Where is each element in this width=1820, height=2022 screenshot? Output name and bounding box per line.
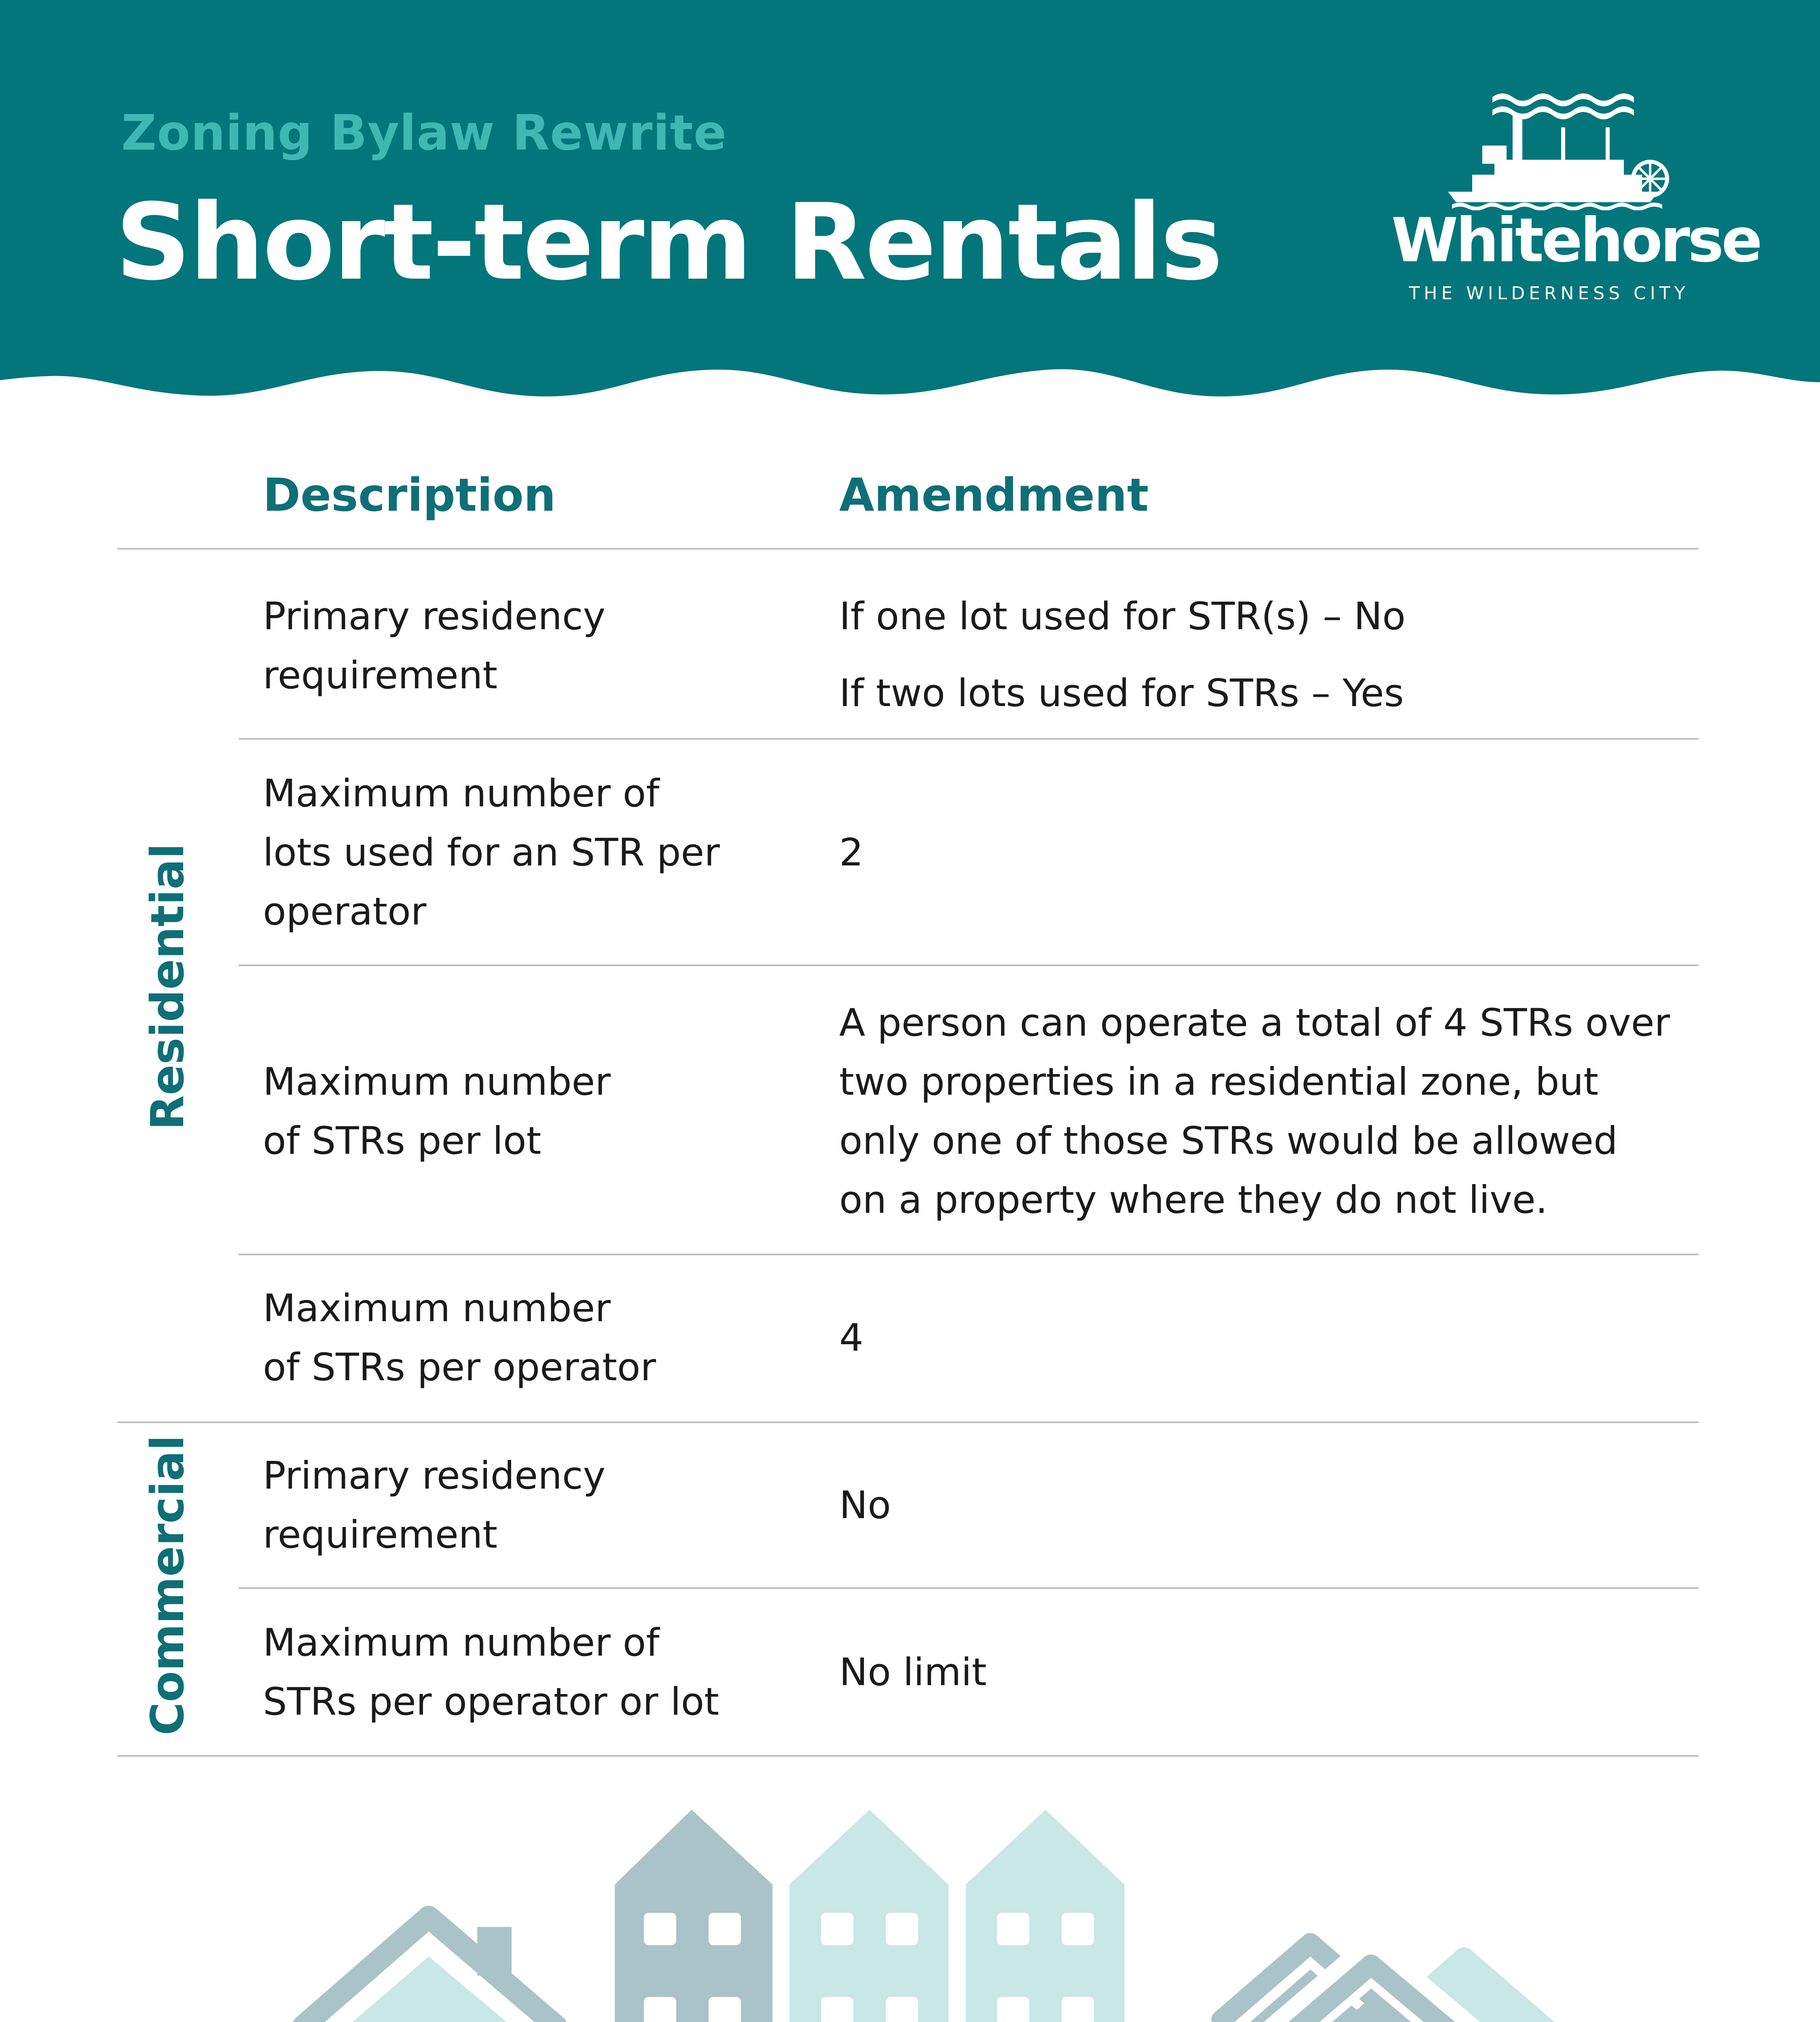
table-row-description: Primary residency requirement — [263, 1454, 606, 1557]
table-row-amendment: If one lot used for STR(s) – No If two lots used for STRs – Yes — [839, 594, 1406, 715]
table-rule-bottom — [117, 1755, 1699, 1757]
table-row-amendment: 4 — [839, 1316, 863, 1360]
paddlewheeler-icon — [1391, 89, 1707, 210]
group-label-residential: Residential — [142, 843, 194, 1130]
column-header-amendment: Amendment — [839, 469, 1149, 522]
table-row-description: Maximum number of STRs per operator — [263, 1286, 656, 1390]
column-header-description: Description — [263, 469, 556, 522]
table-row-amendment: No — [839, 1483, 891, 1527]
apartment-building-icon — [966, 1810, 1124, 2022]
row-divider — [239, 964, 1699, 966]
table-row-amendment: 2 — [839, 831, 863, 875]
table-row-description: Maximum number of lots used for an STR per operator — [263, 772, 720, 934]
table-row-amendment: A person can operate a total of 4 STRs over two properties in a residential zone, but only one of those STRs would be allowed on a property where they do not live. — [839, 1001, 1670, 1222]
houses-illustration — [0, 1787, 1820, 2022]
table-row-amendment: No limit — [839, 1650, 987, 1694]
apartment-building-icon — [615, 1810, 772, 2022]
apartment-building-icon — [789, 1810, 948, 2022]
houses-cluster-icon — [1221, 1943, 1557, 2022]
row-divider — [239, 1254, 1699, 1255]
row-divider — [239, 738, 1699, 740]
table-row-description: Maximum number of STRs per lot — [263, 1060, 611, 1163]
page-title: Short-term Rentals — [115, 182, 1221, 304]
group-divider — [117, 1421, 1699, 1423]
logo-wordmark: Whitehorse — [1391, 205, 1760, 276]
group-label-commercial: Commercial — [142, 1435, 194, 1736]
row-divider — [239, 1587, 1699, 1589]
house-icon — [303, 1917, 556, 2022]
table-rule-top — [117, 548, 1699, 550]
logo-tagline: THE WILDERNESS CITY — [1409, 283, 1689, 304]
city-logo — [1391, 89, 1760, 315]
table-row-description: Primary residency requirement — [263, 594, 606, 698]
table-row-description: Maximum number of STRs per operator or lot — [263, 1621, 719, 1724]
subtitle: Zoning Bylaw Rewrite — [121, 105, 727, 161]
